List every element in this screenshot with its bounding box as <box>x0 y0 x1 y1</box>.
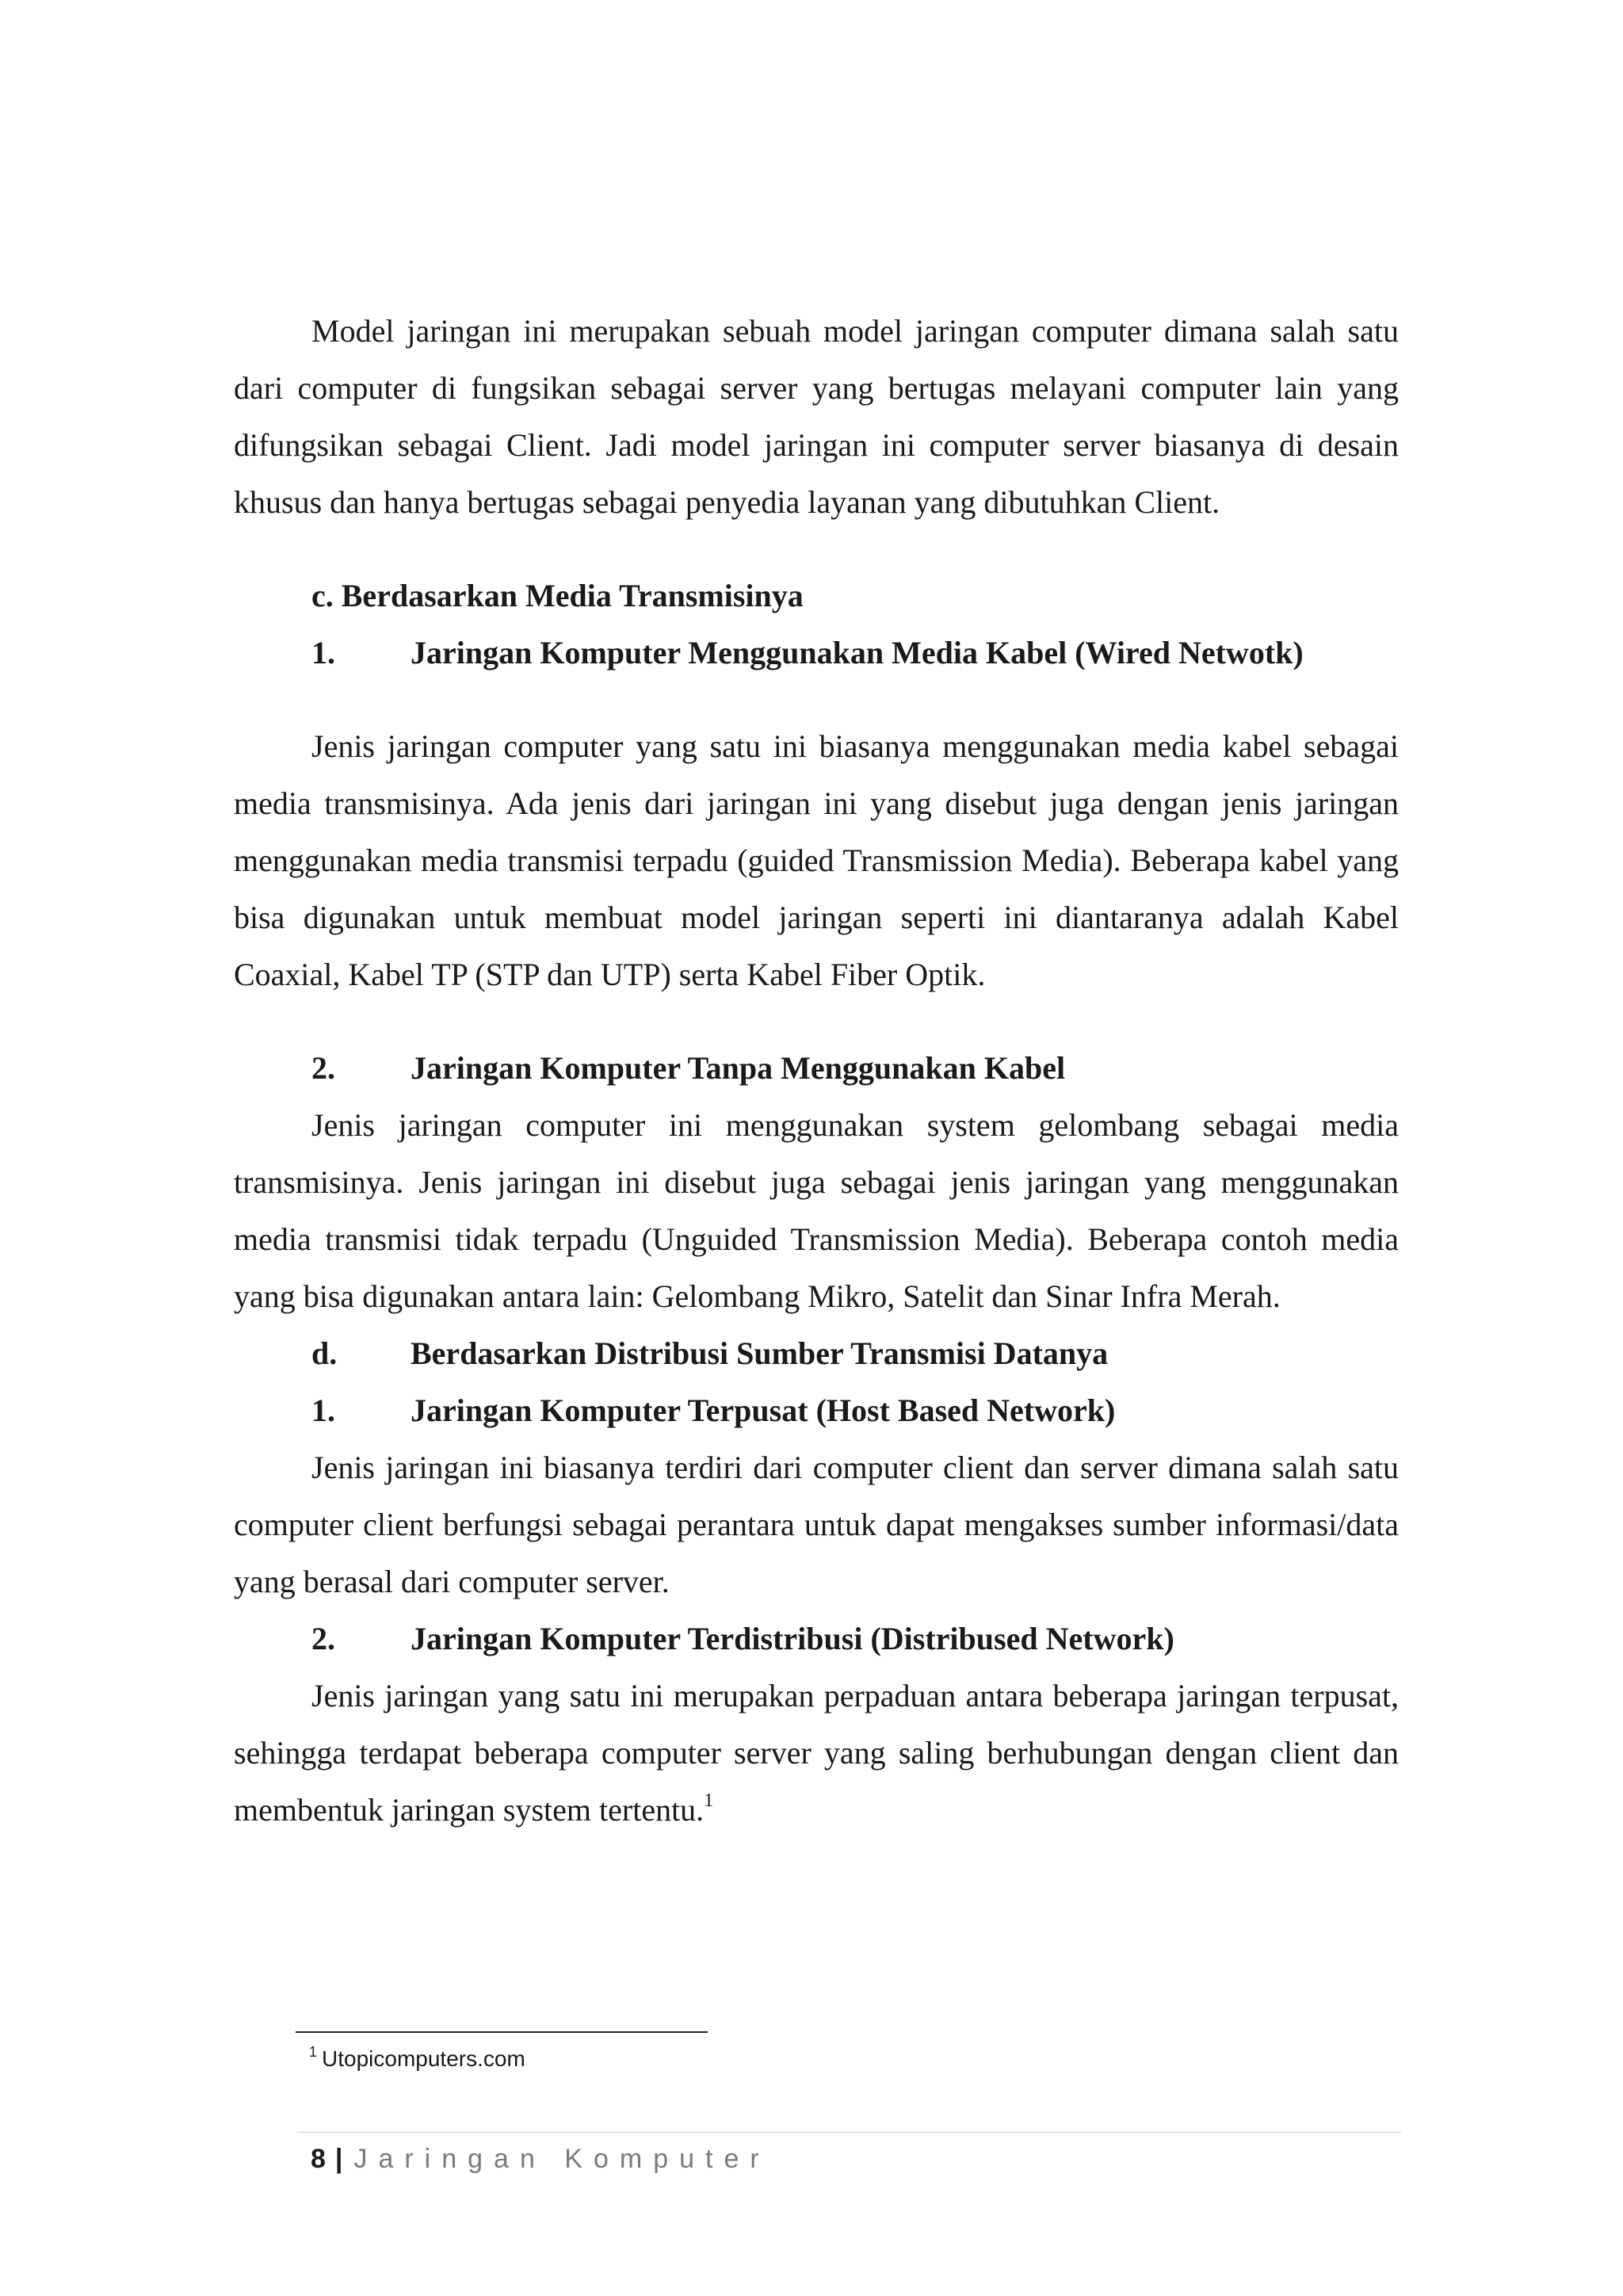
heading-number: 1. <box>311 1392 335 1428</box>
heading-distributed-network <box>234 1610 1399 1668</box>
paragraph-distributed-network <box>234 1668 1399 1839</box>
footnote <box>309 2043 525 2075</box>
footnote-divider <box>296 2031 708 2033</box>
heading-text: Jaringan Komputer Menggunakan Media Kabel (Wired Netwotk) <box>411 635 1304 670</box>
heading-text: Berdasarkan Distribusi Sumber Transmisi Datanya <box>411 1335 1109 1371</box>
heading-distribusi-sumber <box>234 1325 1399 1382</box>
footer-divider <box>297 2132 1401 2133</box>
footer-separator: | <box>334 2144 343 2174</box>
paragraph-client-server: Model jaringan ini merupakan sebuah model jaringan computer dimana salah satu dari computer di fungsikan sebagai server yang bertugas melayani computer lain yang difungsikan sebagai Client. Jadi model jaringan ini computer server biasanya di desain khusus dan hanya bertugas sebagai penyedia layanan yang dibutuhkan Client. <box>234 313 1399 520</box>
heading-wireless-network <box>234 1040 1399 1097</box>
page-number: 8 <box>311 2144 326 2174</box>
document-body <box>234 303 1399 1839</box>
paragraph-wired-network: Jenis jaringan computer yang satu ini biasanya menggunakan media kabel sebagai media transmisinya. Ada jenis dari jaringan ini yang disebut juga dengan jenis jaringan menggunakan media transmisi terpadu (guided Transmission Media). Beberapa kabel yang bisa digunakan untuk membuat model jaringan seperti ini diantaranya adalah Kabel Coaxial, Kabel TP (STP dan UTP) serta Kabel Fiber Optik. <box>234 728 1399 992</box>
heading-number: 2. <box>311 1621 335 1656</box>
paragraph-text: Jenis jaringan yang satu ini merupakan perpaduan antara beberapa jaringan terpusat, sehingga terdapat beberapa computer server yang saling berhubungan dengan client dan membentuk jaringan system tertentu. <box>234 1678 1399 1828</box>
heading-wired-network <box>234 625 1399 682</box>
heading-text: Jaringan Komputer Terdistribusi (Distribused Network) <box>411 1621 1174 1656</box>
page-footer <box>311 2140 770 2178</box>
footnote-marker: 1 <box>309 2044 318 2060</box>
heading-number: 1. <box>311 635 335 670</box>
paragraph-host-based-network: Jenis jaringan ini biasanya terdiri dari computer client dan server dimana salah satu computer client berfungsi sebagai perantara untuk dapat mengakses sumber informasi/data yang berasal dari computer server. <box>234 1450 1399 1599</box>
heading-text: Jaringan Komputer Tanpa Menggunakan Kabel <box>411 1050 1066 1086</box>
heading-number: d. <box>311 1335 338 1371</box>
heading-media-transmisi: c. Berdasarkan Media Transmisinya <box>311 578 804 613</box>
paragraph-wireless-network: Jenis jaringan computer ini menggunakan system gelombang sebagai media transmisinya. Jenis jaringan ini disebut juga sebagai jenis jaringan yang menggunakan media transmisi tidak terpadu (Unguided Transmission Media). Beberapa contoh media yang bisa digunakan antara lain: Gelombang Mikro, Satelit dan Sinar Infra Merah. <box>234 1107 1399 1314</box>
footnote-reference[interactable]: 1 <box>704 1790 714 1811</box>
heading-text: Jaringan Komputer Terpusat (Host Based Network) <box>411 1392 1116 1428</box>
footnote-text: Utopicomputers.com <box>322 2046 525 2071</box>
heading-number: 2. <box>311 1050 335 1086</box>
footer-title: Jaringan Komputer <box>353 2144 770 2174</box>
heading-host-based-network <box>234 1382 1399 1439</box>
